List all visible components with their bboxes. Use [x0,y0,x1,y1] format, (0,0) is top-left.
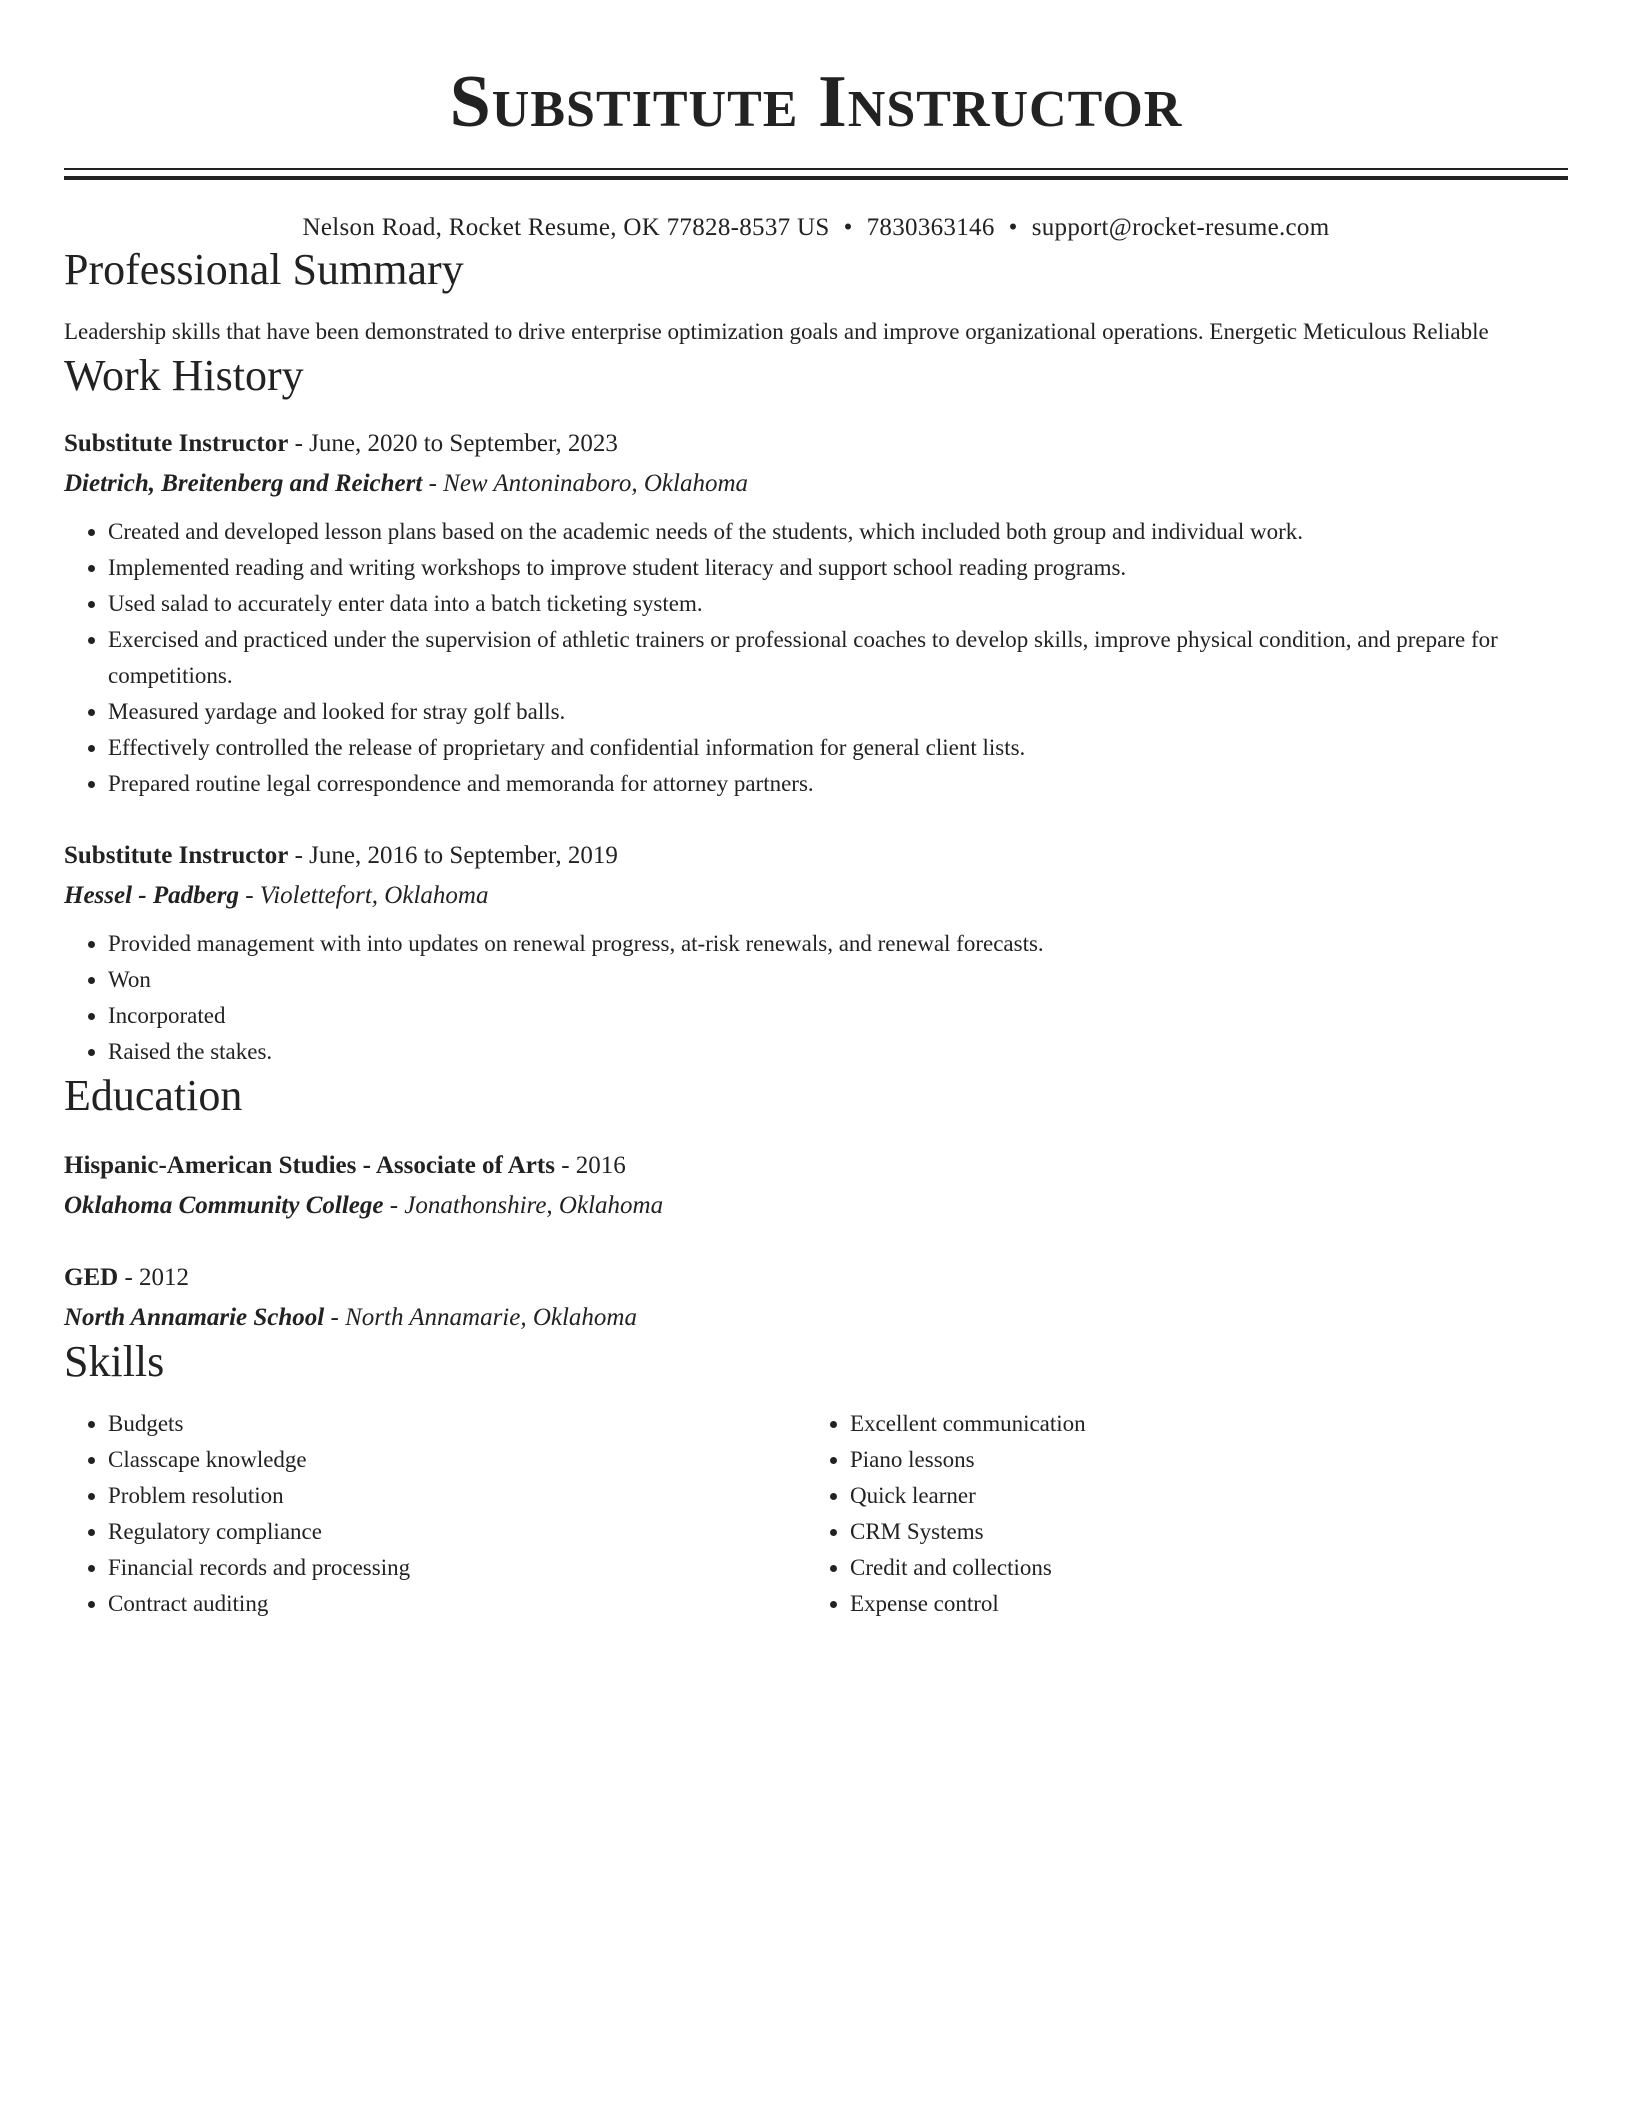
list-item: • Implemented reading and writing workshops to improve student literacy and support school reading programs. [108,550,1568,586]
job-company: Dietrich, Breitenberg and Reichert [64,470,423,497]
list-item: • Problem resolution [108,1478,806,1514]
work-history-heading: Work History [64,351,304,400]
list-item: • Raised the stakes. [108,1034,1568,1070]
education-school: Oklahoma Community College [64,1192,384,1219]
job-dates: - June, 2016 to September, 2019 [288,842,618,869]
list-item: • Expense control [850,1586,1548,1622]
job-bullet-list [64,514,1568,802]
education-year: - 2012 [118,1264,190,1291]
contact-phone: 7830363146 [866,214,995,241]
education-degree-line [64,1148,1568,1184]
contact-email: support@rocket-resume.com [1031,214,1330,241]
list-item: • Prepared routine legal correspondence and memoranda for attorney partners. [108,766,1568,802]
education-school: North Annamarie School [64,1304,325,1331]
list-item: • Created and developed lesson plans based on the academic needs of the students, which included both group and individual work. [108,514,1568,550]
contact-line [64,212,1568,244]
list-item: • CRM Systems [850,1514,1548,1550]
job-company: Hessel - Padberg [64,882,239,909]
title-divider [64,168,1568,180]
list-item: • Excellent communication [850,1406,1548,1442]
list-item: • Incorporated [108,998,1568,1034]
education-degree: GED [64,1264,119,1291]
job-entry [64,838,1568,1070]
skills-list-left [64,1406,806,1622]
job-title-line [64,838,1568,874]
job-location: - New Antoninaboro, Oklahoma [422,470,749,497]
list-item: • Regulatory compliance [108,1514,806,1550]
job-title: Substitute Instructor [64,842,289,869]
summary-heading: Professional Summary [64,245,464,294]
list-item: • Provided management with into updates on renewal progress, at-risk renewals, and renewal forecasts. [108,926,1568,962]
contact-separator: • [1008,214,1018,241]
job-title: Substitute Instructor [64,430,289,457]
contact-separator: • [843,214,853,241]
list-item: • Quick learner [850,1478,1548,1514]
list-item: • Budgets [108,1406,806,1442]
list-item: • Measured yardage and looked for stray golf balls. [108,694,1568,730]
skills-heading: Skills [64,1337,165,1386]
education-school-line [64,1300,1568,1336]
list-item: • Credit and collections [850,1550,1548,1586]
list-item: • Exercised and practiced under the supervision of athletic trainers or professional coaches to develop skills, improve physical condition, and prepare for competitions. [108,622,1568,694]
resume-title: Substitute Instructor [449,61,1183,143]
education-year: - 2016 [554,1152,626,1179]
list-item: • Financial records and processing [108,1550,806,1586]
contact-address: Nelson Road, Rocket Resume, OK 77828-8537 US [302,214,830,241]
education-entry [64,1148,1568,1224]
education-school-line [64,1188,1568,1224]
skills-list-right [806,1406,1548,1622]
education-entry [64,1260,1568,1336]
job-location: - Violettefort, Oklahoma [238,882,489,909]
job-company-line [64,878,1568,914]
education-degree-line [64,1260,1568,1296]
list-item: • Won [108,962,1568,998]
list-item: • Contract auditing [108,1586,806,1622]
job-bullet-list [64,926,1568,1070]
education-location: - North Annamarie, Oklahoma [324,1304,637,1331]
education-degree: Hispanic-American Studies - Associate of Arts [64,1152,555,1179]
list-item: • Piano lessons [850,1442,1548,1478]
list-item: • Classcape knowledge [108,1442,806,1478]
skills-grid [64,1406,1568,1622]
education-location: - Jonathonshire, Oklahoma [383,1192,664,1219]
list-item: • Used salad to accurately enter data into a batch ticketing system. [108,586,1568,622]
job-dates: - June, 2020 to September, 2023 [288,430,618,457]
education-heading: Education [64,1071,243,1120]
job-title-line [64,426,1568,462]
list-item: • Effectively controlled the release of proprietary and confidential information for general client lists. [108,730,1568,766]
summary-text: Leadership skills that have been demonstrated to drive enterprise optimization goals and improve organizational operations. Energetic Meticulous Reliable [64,319,1489,344]
job-entry [64,426,1568,802]
job-company-line [64,466,1568,502]
